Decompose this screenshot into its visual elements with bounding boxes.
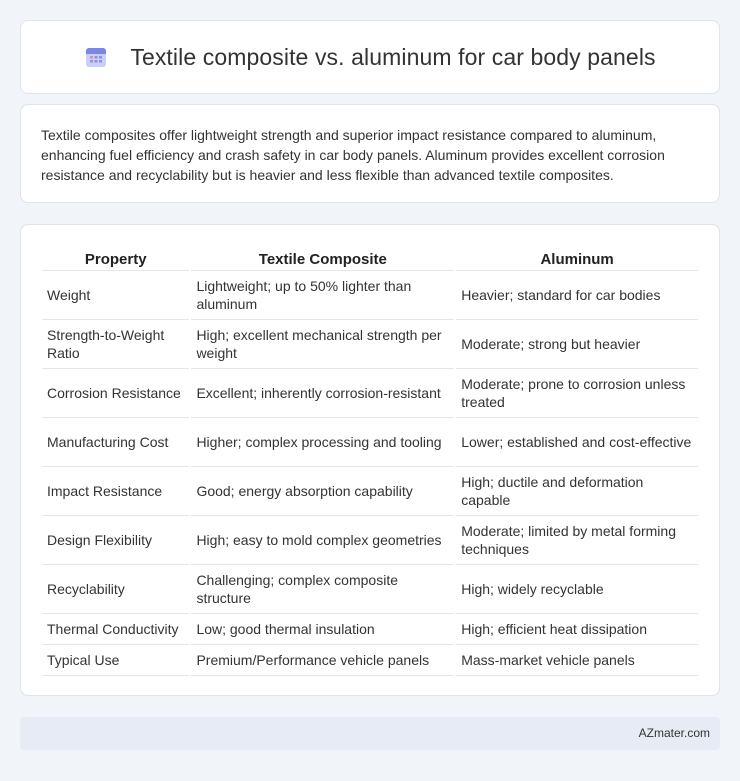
aluminum-cell: High; widely recyclable	[456, 565, 698, 614]
summary-card	[20, 104, 720, 203]
table-icon	[84, 45, 108, 69]
property-cell: Weight	[42, 271, 189, 320]
table-card	[20, 224, 720, 696]
table-row	[42, 467, 698, 516]
page-title: Textile composite vs. aluminum for car body panels	[130, 43, 656, 70]
footer-bar	[20, 717, 720, 750]
comparison-table	[40, 245, 700, 676]
table-row	[42, 565, 698, 614]
textile-cell: High; excellent mechanical strength per weight	[191, 320, 454, 369]
aluminum-cell: High; efficient heat dissipation	[456, 614, 698, 645]
textile-cell: Premium/Performance vehicle panels	[191, 645, 454, 676]
property-cell: Manufacturing Cost	[42, 418, 189, 467]
header-aluminum: Aluminum	[456, 245, 698, 271]
property-cell: Design Flexibility	[42, 516, 189, 565]
aluminum-cell: High; ductile and deformation capable	[456, 467, 698, 516]
textile-cell: Excellent; inherently corrosion-resistant	[191, 369, 454, 418]
title-card	[20, 20, 720, 94]
property-cell: Corrosion Resistance	[42, 369, 189, 418]
textile-cell: Higher; complex processing and tooling	[191, 418, 454, 467]
aluminum-cell: Moderate; strong but heavier	[456, 320, 698, 369]
property-cell: Recyclability	[42, 565, 189, 614]
textile-cell: Good; energy absorption capability	[191, 467, 454, 516]
aluminum-cell: Mass-market vehicle panels	[456, 645, 698, 676]
table-header-row	[42, 245, 698, 271]
table-row	[42, 418, 698, 467]
table-row	[42, 369, 698, 418]
summary-text: Textile composites offer lightweight strength and superior impact resistance compared to aluminum, enhancing fuel efficiency and crash safety in car body panels. Aluminum provides excellent corrosion resistance and recyclability but is heavier and less flexible than advanced textile composites.	[41, 127, 665, 183]
table-row	[42, 614, 698, 645]
property-cell: Thermal Conductivity	[42, 614, 189, 645]
textile-cell: High; easy to mold complex geometries	[191, 516, 454, 565]
property-cell: Typical Use	[42, 645, 189, 676]
header-textile-composite: Textile Composite	[191, 245, 454, 271]
textile-cell: Low; good thermal insulation	[191, 614, 454, 645]
aluminum-cell: Lower; established and cost-effective	[456, 418, 698, 467]
table-row	[42, 645, 698, 676]
property-cell: Impact Resistance	[42, 467, 189, 516]
aluminum-cell: Moderate; limited by metal forming techniques	[456, 516, 698, 565]
footer-brand[interactable]: AZmater.com	[638, 726, 710, 740]
aluminum-cell: Heavier; standard for car bodies	[456, 271, 698, 320]
table-row	[42, 320, 698, 369]
header-property: Property	[42, 245, 189, 271]
table-row	[42, 516, 698, 565]
table-row	[42, 271, 698, 320]
textile-cell: Lightweight; up to 50% lighter than aluminum	[191, 271, 454, 320]
property-cell: Strength-to-Weight Ratio	[42, 320, 189, 369]
aluminum-cell: Moderate; prone to corrosion unless treated	[456, 369, 698, 418]
textile-cell: Challenging; complex composite structure	[191, 565, 454, 614]
